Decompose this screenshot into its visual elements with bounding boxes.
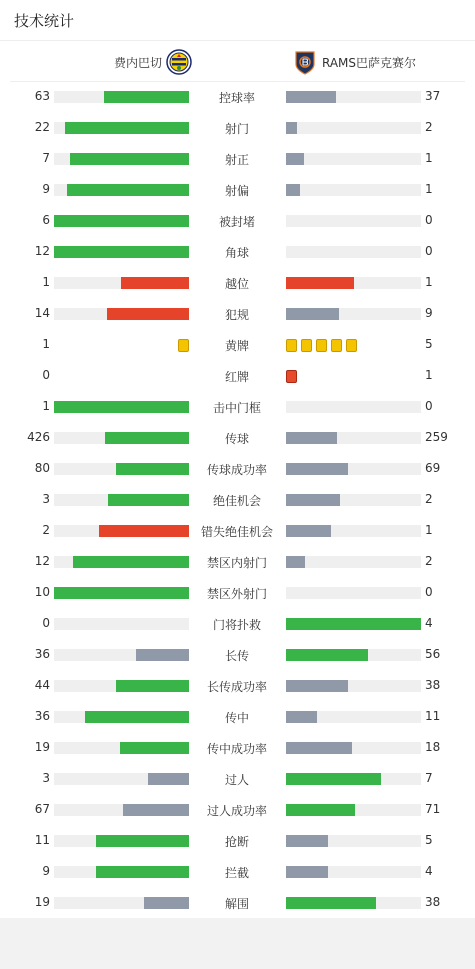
away-bar-fill [286, 866, 328, 878]
home-bar-fill [54, 587, 189, 599]
home-value: 12 [34, 244, 50, 258]
away-value: 18 [425, 740, 441, 754]
stat-row [0, 887, 475, 918]
home-value: 19 [34, 740, 50, 754]
away-bar-track [286, 463, 421, 475]
away-bar-track [286, 122, 421, 134]
stat-row [0, 298, 475, 329]
red-card-icon [286, 370, 297, 383]
stat-label: 传中 [224, 711, 249, 725]
home-value: 19 [34, 895, 50, 909]
stat-label: 控球率 [218, 91, 255, 105]
stat-row [0, 360, 475, 391]
away-bar-fill [286, 804, 355, 816]
away-bar-fill [286, 153, 304, 165]
divider [0, 40, 475, 41]
away-value: 1 [425, 523, 433, 537]
away-bar-track [286, 680, 421, 692]
home-bar-track [54, 711, 189, 723]
page-title: 技术统计 [14, 12, 75, 30]
stat-label: 黄牌 [224, 339, 249, 353]
home-value: 426 [27, 430, 50, 444]
home-bar-track [54, 618, 189, 630]
home-bar-track [54, 556, 189, 568]
stat-row [0, 267, 475, 298]
away-bar-fill [286, 463, 348, 475]
home-value: 14 [34, 306, 50, 320]
away-bar-track [286, 773, 421, 785]
home-value: 10 [34, 585, 50, 599]
stat-label: 过人 [224, 773, 249, 787]
away-value: 1 [425, 275, 433, 289]
stat-row [0, 856, 475, 887]
stat-label: 射正 [224, 153, 249, 167]
home-bar-track [54, 804, 189, 816]
home-bar-track [54, 680, 189, 692]
away-value: 71 [425, 802, 441, 816]
home-value: 0 [42, 368, 50, 382]
home-bar-fill [144, 897, 189, 909]
stat-row [0, 391, 475, 422]
stat-label: 被封堵 [218, 215, 255, 229]
home-bar-track [54, 308, 189, 320]
home-bar-fill [108, 494, 189, 506]
home-team-name: 费内巴切 [113, 55, 162, 70]
away-bar-track [286, 897, 421, 909]
stat-label: 禁区内射门 [206, 556, 267, 570]
stat-row [0, 453, 475, 484]
home-bar-fill [54, 401, 189, 413]
away-bar-track [286, 835, 421, 847]
stat-label: 长传成功率 [206, 680, 267, 694]
home-bar-track [54, 494, 189, 506]
away-bar-fill [286, 618, 421, 630]
home-bar-fill [70, 153, 189, 165]
away-bar-track [286, 91, 421, 103]
away-bar-track [286, 308, 421, 320]
home-bar-track [54, 277, 189, 289]
stat-label: 绝佳机会 [212, 494, 261, 508]
home-bar-fill [85, 711, 189, 723]
home-bar-fill [136, 649, 189, 661]
home-bar-fill [65, 122, 189, 134]
yellow-card-icon [331, 339, 342, 352]
home-value: 1 [42, 337, 50, 351]
yellow-card-icon [316, 339, 327, 352]
home-bar-track [54, 587, 189, 599]
away-bar-fill [286, 525, 331, 537]
home-value: 44 [34, 678, 50, 692]
home-value: 0 [42, 616, 50, 630]
home-value: 11 [34, 833, 50, 847]
away-team-name: RAMS巴萨克赛尔 [322, 55, 417, 70]
away-bar-fill [286, 556, 305, 568]
home-value: 9 [42, 864, 50, 878]
home-bar-track [54, 773, 189, 785]
home-team-header [114, 48, 192, 76]
home-value: 2 [42, 523, 50, 537]
stat-label: 越位 [224, 277, 249, 291]
away-value: 38 [425, 895, 441, 909]
away-bar-fill [286, 277, 354, 289]
yellow-card-icon [301, 339, 312, 352]
home-bar-fill [73, 556, 189, 568]
home-bar-fill [67, 184, 189, 196]
away-value: 7 [425, 771, 433, 785]
stat-row [0, 732, 475, 763]
home-bar-fill [116, 680, 189, 692]
away-bar-fill [286, 184, 300, 196]
home-bar-track [54, 215, 189, 227]
stat-label: 击中门框 [212, 401, 261, 415]
stat-label: 犯规 [224, 308, 249, 322]
stat-row [0, 546, 475, 577]
away-bar-track [286, 432, 421, 444]
home-bar-fill [105, 432, 189, 444]
away-cards [286, 339, 361, 352]
home-bar-fill [116, 463, 189, 475]
home-bar-fill [96, 835, 189, 847]
home-cards [174, 339, 189, 352]
stat-row [0, 81, 475, 112]
home-bar-fill [54, 246, 189, 258]
home-bar-fill [120, 742, 189, 754]
home-value: 3 [42, 771, 50, 785]
away-bar-fill [286, 649, 368, 661]
home-bar-track [54, 184, 189, 196]
away-value: 259 [425, 430, 448, 444]
away-value: 0 [425, 585, 433, 599]
away-value: 4 [425, 864, 433, 878]
away-bar-fill [286, 711, 317, 723]
home-value: 36 [34, 709, 50, 723]
stat-row [0, 205, 475, 236]
home-bar-track [54, 153, 189, 165]
home-bar-track [54, 525, 189, 537]
away-bar-fill [286, 835, 328, 847]
yellow-card-icon [178, 339, 189, 352]
home-bar-track [54, 401, 189, 413]
away-bar-track [286, 525, 421, 537]
away-bar-track [286, 804, 421, 816]
basaksehir-crest-icon [292, 49, 318, 75]
stat-row [0, 236, 475, 267]
stat-label: 红牌 [224, 370, 249, 384]
away-value: 11 [425, 709, 441, 723]
stat-row [0, 112, 475, 143]
home-bar-track [54, 91, 189, 103]
away-value: 37 [425, 89, 441, 103]
stat-label: 角球 [224, 246, 249, 260]
fenerbahce-crest-icon [166, 49, 192, 75]
away-value: 0 [425, 244, 433, 258]
away-bar-track [286, 494, 421, 506]
stat-label: 错失绝佳机会 [200, 525, 273, 539]
stat-label: 门将扑救 [212, 618, 261, 632]
stat-row [0, 174, 475, 205]
stat-row [0, 639, 475, 670]
away-value: 0 [425, 213, 433, 227]
away-bar-track [286, 556, 421, 568]
stat-label: 禁区外射门 [206, 587, 267, 601]
away-bar-track [286, 246, 421, 258]
home-value: 1 [42, 399, 50, 413]
home-value: 9 [42, 182, 50, 196]
home-bar-track [54, 122, 189, 134]
home-value: 22 [34, 120, 50, 134]
stat-row [0, 701, 475, 732]
away-value: 4 [425, 616, 433, 630]
away-bar-track [286, 184, 421, 196]
home-bar-track [54, 432, 189, 444]
home-bar-fill [107, 308, 189, 320]
away-bar-track [286, 587, 421, 599]
away-bar-fill [286, 91, 336, 103]
away-value: 56 [425, 647, 441, 661]
stat-label: 传球成功率 [206, 463, 267, 477]
away-value: 0 [425, 399, 433, 413]
home-value: 3 [42, 492, 50, 506]
home-bar-track [54, 463, 189, 475]
home-bar-track [54, 835, 189, 847]
home-bar-track [54, 649, 189, 661]
stat-label: 传中成功率 [206, 742, 267, 756]
away-bar-track [286, 153, 421, 165]
away-value: 38 [425, 678, 441, 692]
away-bar-track [286, 277, 421, 289]
home-value: 63 [34, 89, 50, 103]
away-bar-fill [286, 897, 376, 909]
home-value: 12 [34, 554, 50, 568]
away-bar-fill [286, 308, 339, 320]
stat-label: 射偏 [224, 184, 249, 198]
away-bar-fill [286, 680, 348, 692]
stat-label: 长传 [224, 649, 249, 663]
stat-row [0, 484, 475, 515]
home-value: 1 [42, 275, 50, 289]
home-bar-track [54, 246, 189, 258]
away-bar-track [286, 711, 421, 723]
away-bar-fill [286, 773, 381, 785]
stat-row [0, 608, 475, 639]
away-bar-track [286, 649, 421, 661]
away-bar-track [286, 618, 421, 630]
home-bar-fill [99, 525, 189, 537]
stat-label: 过人成功率 [206, 804, 267, 818]
away-value: 9 [425, 306, 433, 320]
stat-row [0, 763, 475, 794]
yellow-card-icon [286, 339, 297, 352]
stat-row [0, 825, 475, 856]
stat-row [0, 329, 475, 360]
home-value: 80 [34, 461, 50, 475]
yellow-card-icon [346, 339, 357, 352]
away-value: 2 [425, 554, 433, 568]
away-bar-fill [286, 494, 340, 506]
stat-row [0, 422, 475, 453]
stat-row [0, 515, 475, 546]
home-bar-fill [96, 866, 189, 878]
away-bar-fill [286, 742, 352, 754]
stat-row [0, 794, 475, 825]
away-value: 1 [425, 151, 433, 165]
away-bar-track [286, 215, 421, 227]
away-bar-fill [286, 122, 297, 134]
away-value: 2 [425, 492, 433, 506]
stat-label: 拦截 [224, 866, 249, 880]
home-bar-fill [148, 773, 189, 785]
away-cards [286, 370, 301, 383]
away-value: 1 [425, 182, 433, 196]
stat-label: 射门 [224, 122, 249, 136]
stat-row [0, 670, 475, 701]
away-bar-track [286, 401, 421, 413]
stat-label: 解围 [224, 897, 249, 911]
home-value: 7 [42, 151, 50, 165]
home-bar-fill [54, 215, 189, 227]
away-value: 2 [425, 120, 433, 134]
home-value: 36 [34, 647, 50, 661]
away-bar-track [286, 742, 421, 754]
home-value: 6 [42, 213, 50, 227]
away-value: 5 [425, 337, 433, 351]
home-bar-fill [123, 804, 189, 816]
away-bar-track [286, 866, 421, 878]
away-value: 5 [425, 833, 433, 847]
home-bar-track [54, 866, 189, 878]
home-value: 67 [34, 802, 50, 816]
home-bar-fill [104, 91, 189, 103]
home-bar-track [54, 897, 189, 909]
home-bar-track [54, 742, 189, 754]
home-bar-fill [121, 277, 189, 289]
stat-label: 抢断 [224, 835, 249, 849]
stat-label: 传球 [224, 432, 249, 446]
away-value: 69 [425, 461, 441, 475]
away-value: 1 [425, 368, 433, 382]
away-team-header [292, 48, 416, 76]
away-bar-fill [286, 432, 337, 444]
stat-row [0, 577, 475, 608]
stat-row [0, 143, 475, 174]
